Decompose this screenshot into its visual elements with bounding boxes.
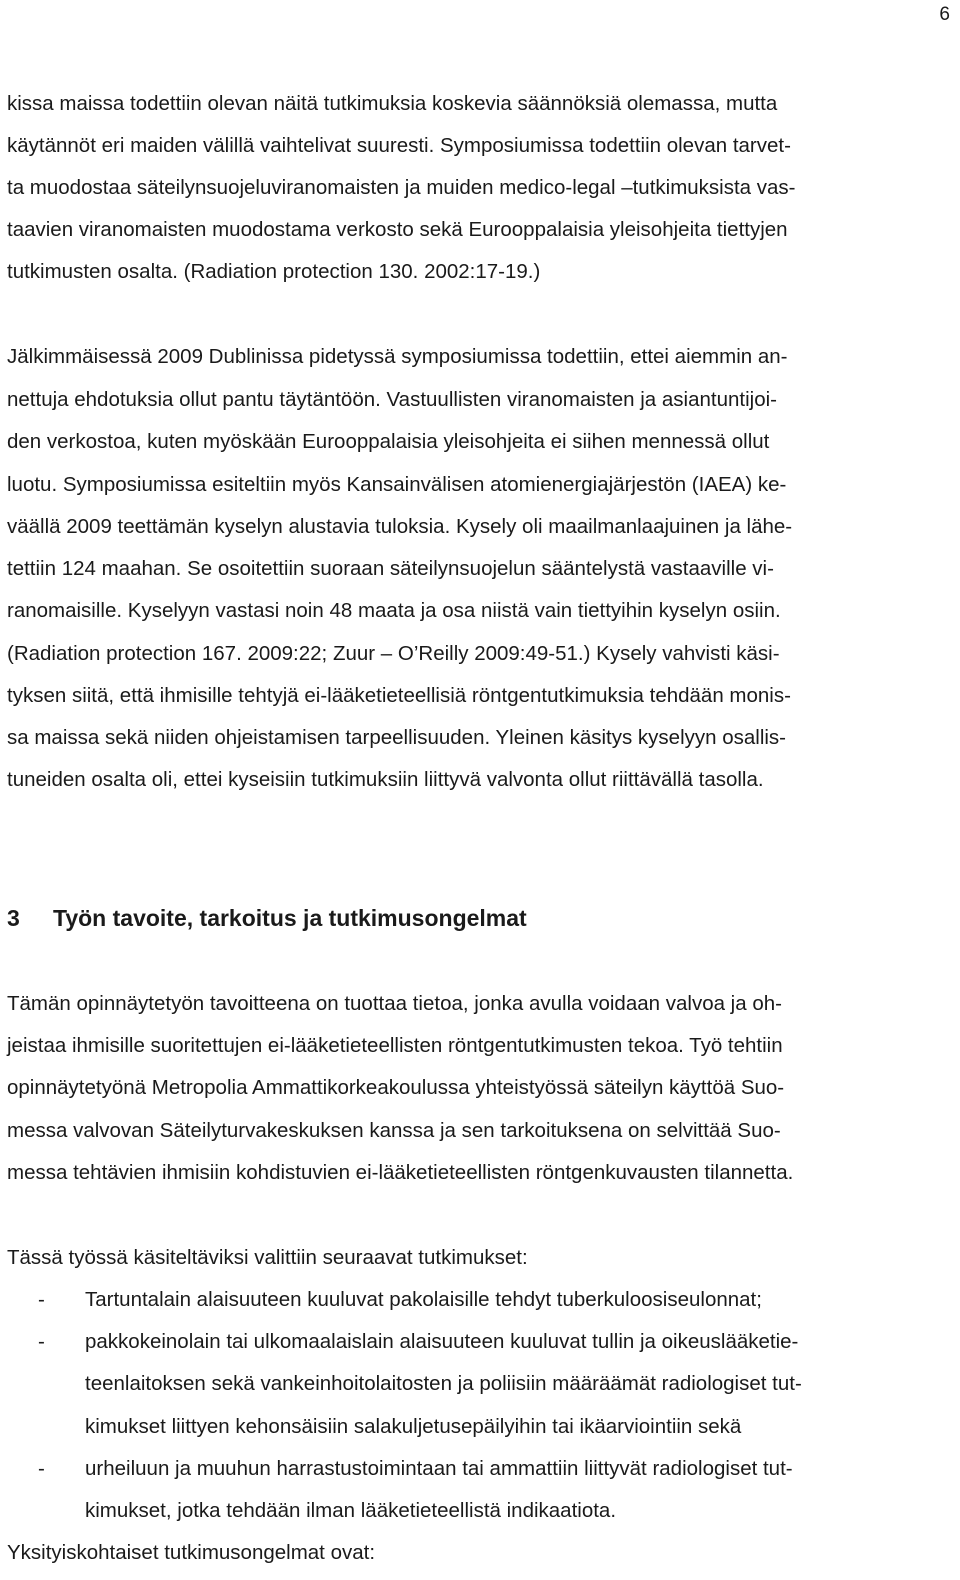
list-bullet: -: [38, 1288, 45, 1311]
list-item-line: teenlaitoksen sekä vankeinhoitolaitosten ja poliisiin määräämät radiologiset tut-: [85, 1372, 802, 1395]
section-number: 3: [7, 905, 20, 931]
list-bullet: -: [38, 1457, 45, 1480]
list-intro: Tässä työssä käsiteltäviksi valittiin seuraavat tutkimukset:: [7, 1246, 528, 1269]
list-item-line: pakkokeinolain tai ulkomaalaislain alaisuuteen kuuluvat tullin ja oikeuslääketie-: [85, 1330, 799, 1353]
text-line: käytännöt eri maiden välillä vaihtelivat suuresti. Symposiumissa todettiin olevan tarvet-: [7, 134, 791, 157]
text-line: taavien viranomaisten muodostama verkosto sekä Eurooppalaisia yleisohjeita tiettyjen: [7, 218, 788, 241]
text-line: tettiin 124 maahan. Se osoitettiin suoraan säteilynsuojelun sääntelystä vastaaville vi-: [7, 557, 774, 580]
text-line: ta muodostaa säteilynsuojeluviranomaisten ja muiden medico-legal –tutkimuksista vas-: [7, 176, 796, 199]
page-number: 6: [939, 4, 950, 25]
text-line: den verkostoa, kuten myöskään Eurooppalaisia yleisohjeita ei siihen mennessä ollut: [7, 430, 770, 453]
text-line: opinnäytetyönä Metropolia Ammattikorkeakoulussa yhteistyössä säteilyn käyttöä Suo-: [7, 1076, 785, 1099]
text-line: kissa maissa todettiin olevan näitä tutkimuksia koskevia säännöksiä olemassa, mutta: [7, 92, 778, 115]
text-line: jeistaa ihmisille suoritettujen ei-lääketieteellisten röntgentutkimusten tekoa. Työ tehtiin: [7, 1034, 783, 1057]
list-bullet: -: [38, 1330, 45, 1353]
text-line: nettuja ehdotuksia ollut pantu täytäntöön. Vastuullisten viranomaisten ja asiantuntijoi-: [7, 388, 777, 411]
text-line: tuneiden osalta oli, ettei kyseisiin tutkimuksiin liittyvä valvonta ollut riittävällä tasolla.: [7, 768, 764, 791]
section-heading: [7, 905, 527, 932]
text-line: väällä 2009 teettämän kyselyn alustavia tuloksia. Kysely oli maailmanlaajuinen ja lähe-: [7, 515, 793, 538]
text-line: messa tehtävien ihmisiin kohdistuvien ei-lääketieteellisten röntgenkuvausten tilannetta.: [7, 1161, 794, 1184]
text-line: messa valvovan Säteilyturvakeskuksen kanssa ja sen tarkoituksena on selvittää Suo-: [7, 1119, 781, 1142]
list-item-line: urheiluun ja muuhun harrastustoimintaan tai ammattiin liittyvät radiologiset tut-: [85, 1457, 793, 1480]
text-line: (Radiation protection 167. 2009:22; Zuur – O’Reilly 2009:49-51.) Kysely vahvisti käsi-: [7, 642, 780, 665]
text-line: Jälkimmäisessä 2009 Dublinissa pidetyssä symposiumissa todettiin, ettei aiemmin an-: [7, 345, 788, 368]
text-line: tutkimusten osalta. (Radiation protection 130. 2002:17-19.): [7, 260, 541, 283]
list-item-line: Tartuntalain alaisuuteen kuuluvat pakolaisille tehdyt tuberkuloosiseulonnat;: [85, 1288, 762, 1311]
list-item-line: kimukset, jotka tehdään ilman lääketieteellistä indikaatiota.: [85, 1499, 617, 1522]
text-line: ranomaisille. Kyselyyn vastasi noin 48 maata ja osa niistä vain tiettyihin kyselyn osiin.: [7, 599, 781, 622]
text-line: Tämän opinnäytetyön tavoitteena on tuottaa tietoa, jonka avulla voidaan valvoa ja oh-: [7, 992, 782, 1015]
text-line: Yksityiskohtaiset tutkimusongelmat ovat:: [7, 1541, 376, 1564]
text-line: sa maissa sekä niiden ohjeistamisen tarpeellisuuden. Yleinen käsitys kyselyyn osallis-: [7, 726, 787, 749]
text-line: luotu. Symposiumissa esiteltiin myös Kansainvälisen atomienergiajärjestön (IAEA) ke-: [7, 473, 787, 496]
list-item-line: kimukset liittyen kehonsäisiin salakuljetusepäilyihin tai ikäarviointiin sekä: [85, 1415, 742, 1438]
section-title: Työn tavoite, tarkoitus ja tutkimusongelmat: [53, 905, 527, 931]
text-line: tyksen siitä, että ihmisille tehtyjä ei-lääketieteellisiä röntgentutkimuksia tehdään monis-: [7, 684, 791, 707]
